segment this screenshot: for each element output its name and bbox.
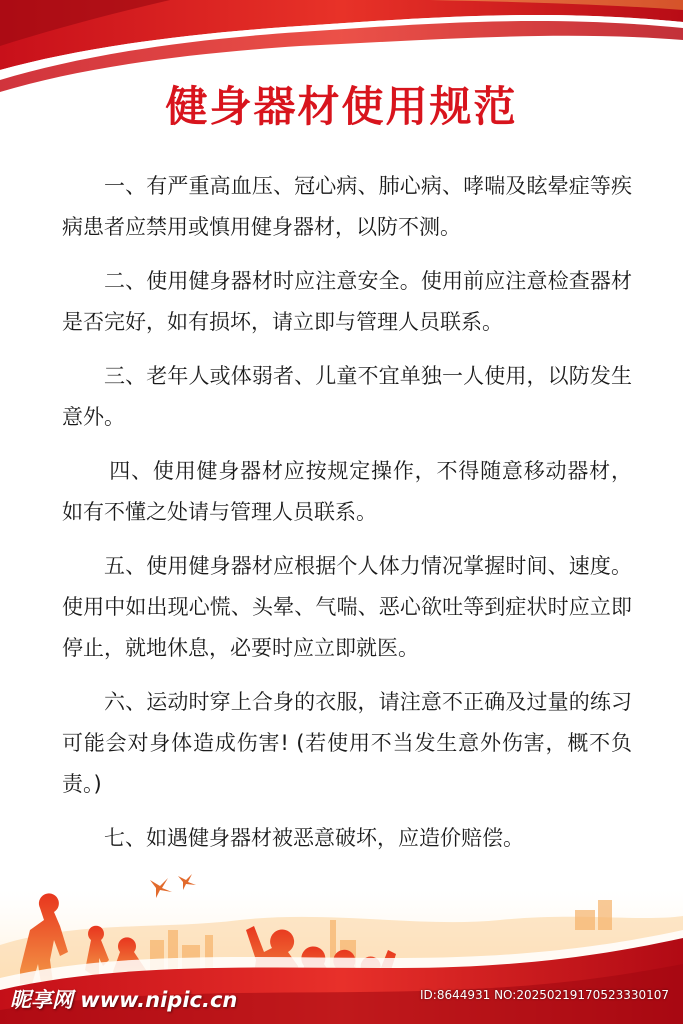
rule-item-1: 一、有严重高血压、冠心病、肺心病、哮喘及眩晕症等疾病患者应禁用或慎用健身器材，以防不测。	[62, 174, 632, 239]
watermark-logo: 昵享网 www.nipic.cn	[10, 988, 238, 1012]
rule-item-7: 七、如遇健身器材被恶意破坏，应造价赔偿。	[104, 826, 524, 850]
watermark-id: ID:8644931 NO:20250219170523330107	[420, 988, 670, 1002]
rule-item-4: 四、使用健身器材应按规定操作，不得随意移动器材，如有不懂之处请与管理人员联系。	[62, 459, 632, 524]
rule-item-5: 五、使用健身器材应根据个人体力情况掌握时间、速度。使用中如出现心慌、头晕、气喘、恶心欲吐等到症状时应立即停止，就地休息，必要时应立即就医。	[62, 554, 632, 660]
rule-item-6: 六、运动时穿上合身的衣服，请注意不正确及过量的练习可能会对身体造成伤害! (若使用不当发生意外伤害，概不负责。)	[62, 690, 632, 796]
rule-item-3: 三、老年人或体弱者、儿童不宜单独一人使用，以防发生意外。	[62, 364, 632, 429]
rule-item-2: 二、使用健身器材时应注意安全。使用前应注意检查器材是否完好，如有损坏，请立即与管理人员联系。	[62, 269, 632, 334]
page-title: 健身器材使用规范	[165, 82, 518, 131]
rules-list	[62, 166, 632, 872]
